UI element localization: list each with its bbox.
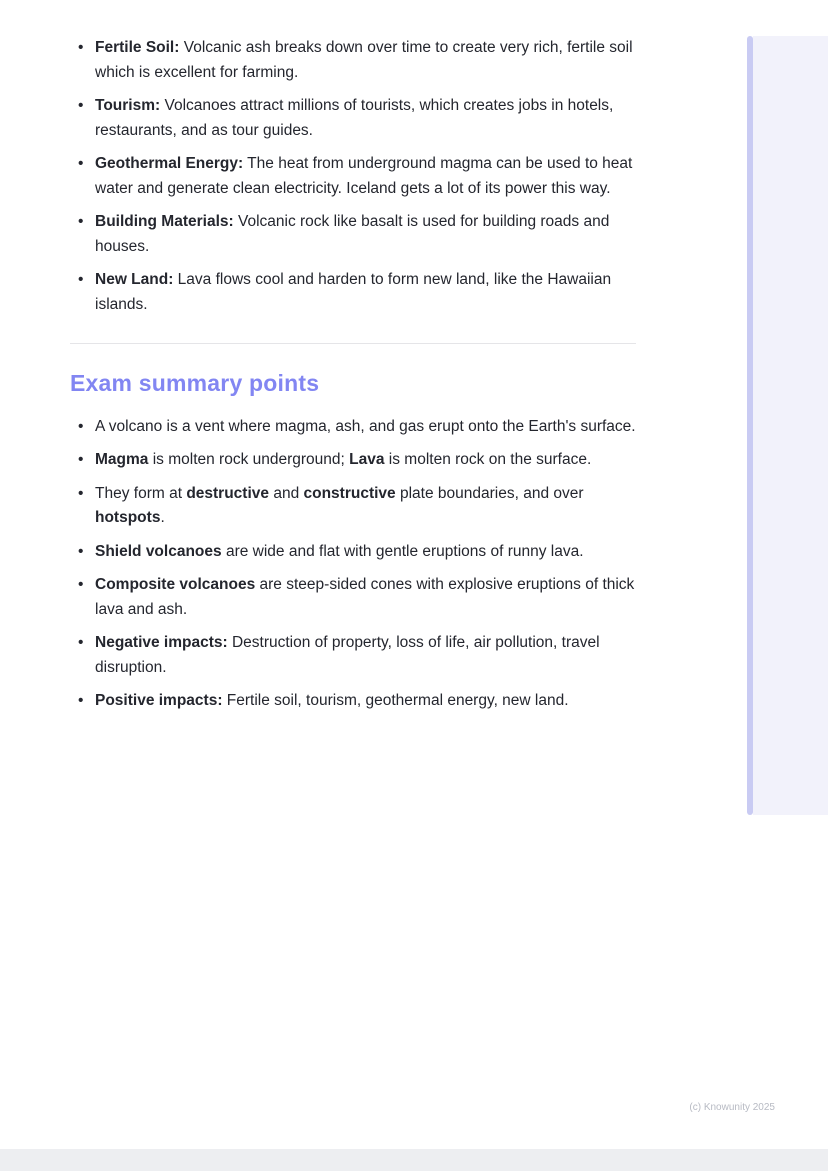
next-page-edge-panel xyxy=(753,36,828,815)
bold-text-segment: Negative impacts: xyxy=(95,634,228,651)
bold-text-segment: Tourism: xyxy=(95,97,161,114)
bold-text-segment: Positive impacts: xyxy=(95,692,223,709)
list-item xyxy=(70,210,636,259)
exam-summary-list xyxy=(70,415,636,714)
text-segment: Volcanic ash breaks down over time to create very rich, fertile soil which is excellent for farming. xyxy=(95,39,633,81)
list-item xyxy=(70,540,636,565)
bold-text-segment: hotspots xyxy=(95,509,161,526)
bold-text-segment: Shield volcanoes xyxy=(95,542,222,560)
text-segment: are steep-sided cones with explosive eruptions of thick lava and ash. xyxy=(95,576,635,618)
list-item xyxy=(70,268,636,317)
bold-text-segment: New Land: xyxy=(95,271,174,288)
text-segment: Fertile soil, tourism, geothermal energy, new land. xyxy=(222,692,569,709)
text-segment: The heat from underground magma can be used to heat water and generate clean electricity. Iceland gets a lot of its power this way. xyxy=(95,155,633,197)
bold-text-segment: Composite volcanoes xyxy=(95,576,256,593)
bold-text-segment: destructive xyxy=(186,484,270,502)
text-segment: plate boundaries, and over xyxy=(395,484,584,502)
text-segment: and xyxy=(269,484,304,502)
bold-text-segment: Building Materials: xyxy=(95,213,234,230)
text-segment: is molten rock on the surface. xyxy=(384,451,592,468)
bold-text-segment: constructive xyxy=(303,484,396,502)
bold-text-segment: Magma xyxy=(95,451,149,468)
page-bottom-gap xyxy=(0,1149,828,1171)
list-item xyxy=(70,482,636,531)
list-item xyxy=(70,448,636,473)
bold-text-segment: Geothermal Energy: xyxy=(95,155,244,172)
page-content xyxy=(70,36,636,723)
page-edge-accent-bar xyxy=(747,36,753,815)
volcano-benefits-list xyxy=(70,36,636,317)
text-segment: Volcanoes attract millions of tourists, which creates jobs in hotels, restaurants, and as tour guides. xyxy=(95,97,614,139)
list-item xyxy=(70,631,636,680)
list-item xyxy=(70,573,636,622)
text-segment: Destruction of property, loss of life, air pollution, travel disruption. xyxy=(95,634,600,676)
list-item xyxy=(70,36,636,85)
list-item xyxy=(70,689,636,714)
text-segment: . xyxy=(160,509,165,526)
copyright-text: (c) Knowunity 2025 xyxy=(689,1102,775,1113)
list-item xyxy=(70,94,636,143)
bold-text-segment: Lava xyxy=(349,451,385,468)
text-segment: is molten rock underground; xyxy=(148,451,350,468)
text-segment: They form at xyxy=(95,484,187,502)
list-item xyxy=(70,152,636,201)
text-segment: Lava flows cool and harden to form new land, like the Hawaiian islands. xyxy=(95,271,612,313)
list-item xyxy=(70,415,636,440)
section-divider xyxy=(70,343,636,344)
section-heading: Exam summary points xyxy=(70,370,320,396)
bold-text-segment: Fertile Soil: xyxy=(95,39,180,56)
text-segment: are wide and flat with gentle eruptions of runny lava. xyxy=(221,542,584,560)
text-segment: A volcano is a vent where magma, ash, and gas erupt onto the Earth's surface. xyxy=(95,417,636,435)
text-segment: Volcanic rock like basalt is used for building roads and houses. xyxy=(95,213,610,255)
